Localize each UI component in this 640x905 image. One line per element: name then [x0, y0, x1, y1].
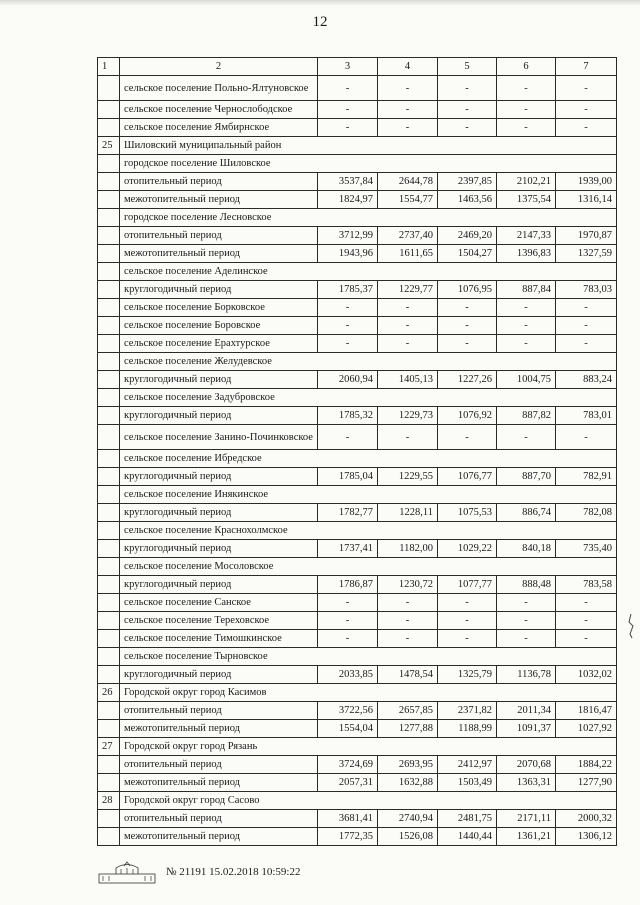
value-cell: - [318, 612, 378, 630]
value-cell: 1782,77 [318, 504, 378, 522]
section-label: сельское поселение Желудевское [120, 353, 617, 371]
row-index [98, 756, 120, 774]
row-label: отопительный период [120, 227, 318, 245]
value-cell: 782,91 [556, 468, 617, 486]
value-cell: 2693,95 [378, 756, 438, 774]
value-cell: - [318, 317, 378, 335]
row-index [98, 648, 120, 666]
value-cell: 735,40 [556, 540, 617, 558]
row-label: сельское поселение Тимошкинское [120, 630, 318, 648]
value-cell: 2371,82 [438, 702, 497, 720]
value-cell: - [497, 630, 556, 648]
row-index [98, 227, 120, 245]
value-cell: 1076,92 [438, 407, 497, 425]
value-cell: - [378, 335, 438, 353]
value-cell: - [318, 630, 378, 648]
row-index [98, 576, 120, 594]
row-index: 25 [98, 137, 120, 155]
value-cell: 1027,92 [556, 720, 617, 738]
value-cell: 2740,94 [378, 810, 438, 828]
value-cell: 3681,41 [318, 810, 378, 828]
table-section-row [98, 684, 617, 702]
row-index [98, 630, 120, 648]
row-label: сельское поселение Чернослободское [120, 101, 318, 119]
table-row [98, 191, 617, 209]
scan-mark-icon [626, 612, 636, 640]
row-label: круглогодичный период [120, 540, 318, 558]
row-index [98, 540, 120, 558]
value-cell: 3722,56 [318, 702, 378, 720]
table-row [98, 468, 617, 486]
section-label: сельское поселение Инякинское [120, 486, 617, 504]
value-cell: - [378, 594, 438, 612]
header-cell: 1 [98, 58, 120, 76]
row-index [98, 191, 120, 209]
section-label: городское поселение Шиловское [120, 155, 617, 173]
row-index [98, 720, 120, 738]
value-cell: - [556, 76, 617, 101]
tariff-table [97, 57, 617, 846]
value-cell: 1077,77 [438, 576, 497, 594]
row-index [98, 612, 120, 630]
row-label: сельское поселение Тереховское [120, 612, 318, 630]
value-cell: 3724,69 [318, 756, 378, 774]
value-cell: - [556, 594, 617, 612]
row-index [98, 594, 120, 612]
value-cell: 1227,26 [438, 371, 497, 389]
section-label: Шиловский муниципальный район [120, 137, 617, 155]
table-row [98, 335, 617, 353]
value-cell: 2171,11 [497, 810, 556, 828]
value-cell: - [497, 299, 556, 317]
value-cell: 783,58 [556, 576, 617, 594]
value-cell: 1478,54 [378, 666, 438, 684]
table-section-row [98, 209, 617, 227]
table-row [98, 666, 617, 684]
value-cell: 1029,22 [438, 540, 497, 558]
value-cell: 1306,12 [556, 828, 617, 846]
value-cell: - [438, 335, 497, 353]
row-label: отопительный период [120, 173, 318, 191]
value-cell: - [438, 317, 497, 335]
value-cell: - [556, 119, 617, 137]
value-cell: - [438, 612, 497, 630]
section-label: Городской округ город Рязань [120, 738, 617, 756]
value-cell: 1076,95 [438, 281, 497, 299]
value-cell: 2011,34 [497, 702, 556, 720]
row-index [98, 371, 120, 389]
table-row [98, 407, 617, 425]
value-cell: 887,82 [497, 407, 556, 425]
row-index [98, 263, 120, 281]
section-label: сельское поселение Мосоловское [120, 558, 617, 576]
header-row [98, 58, 617, 76]
value-cell: 1032,02 [556, 666, 617, 684]
section-label: Городской округ город Касимов [120, 684, 617, 702]
row-index [98, 666, 120, 684]
value-cell: - [438, 119, 497, 137]
row-label: отопительный период [120, 756, 318, 774]
value-cell: 2033,85 [318, 666, 378, 684]
value-cell: 2397,85 [438, 173, 497, 191]
value-cell: 1816,47 [556, 702, 617, 720]
row-label: межотопительный период [120, 720, 318, 738]
row-index [98, 173, 120, 191]
row-index [98, 245, 120, 263]
value-cell: 783,03 [556, 281, 617, 299]
row-index: 26 [98, 684, 120, 702]
value-cell: 2147,33 [497, 227, 556, 245]
row-index [98, 774, 120, 792]
value-cell: 2644,78 [378, 173, 438, 191]
header-cell: 2 [120, 58, 318, 76]
section-label: сельское поселение Ибредское [120, 450, 617, 468]
table-row [98, 810, 617, 828]
value-cell: 1884,22 [556, 756, 617, 774]
value-cell: 2057,31 [318, 774, 378, 792]
value-cell: 1361,21 [497, 828, 556, 846]
value-cell: 1091,37 [497, 720, 556, 738]
table-section-row [98, 155, 617, 173]
value-cell: - [438, 594, 497, 612]
table-section-row [98, 263, 617, 281]
row-index: 27 [98, 738, 120, 756]
row-index [98, 101, 120, 119]
value-cell: - [378, 76, 438, 101]
value-cell: 1632,88 [378, 774, 438, 792]
row-index [98, 407, 120, 425]
row-label: круглогодичный период [120, 576, 318, 594]
value-cell: 1786,87 [318, 576, 378, 594]
table-section-row [98, 486, 617, 504]
row-label: межотопительный период [120, 191, 318, 209]
section-label: Городской округ город Сасово [120, 792, 617, 810]
row-index [98, 389, 120, 407]
table-row [98, 576, 617, 594]
section-label: сельское поселение Краснохолмское [120, 522, 617, 540]
table-row [98, 594, 617, 612]
value-cell: 1316,14 [556, 191, 617, 209]
table-section-row [98, 558, 617, 576]
value-cell: - [556, 299, 617, 317]
row-index [98, 468, 120, 486]
value-cell: 783,01 [556, 407, 617, 425]
row-index [98, 76, 120, 101]
row-label: отопительный период [120, 810, 318, 828]
value-cell: 1327,59 [556, 245, 617, 263]
value-cell: - [438, 299, 497, 317]
value-cell: 1939,00 [556, 173, 617, 191]
header-cell: 4 [378, 58, 438, 76]
value-cell: 1228,11 [378, 504, 438, 522]
value-cell: 3537,84 [318, 173, 378, 191]
value-cell: 1405,13 [378, 371, 438, 389]
value-cell: - [497, 119, 556, 137]
value-cell: 1824,97 [318, 191, 378, 209]
value-cell: - [318, 119, 378, 137]
value-cell: 1004,75 [497, 371, 556, 389]
value-cell: 1277,88 [378, 720, 438, 738]
scan-edge [0, 0, 640, 6]
value-cell: 782,08 [556, 504, 617, 522]
row-label: межотопительный период [120, 245, 318, 263]
header-cell: 6 [497, 58, 556, 76]
value-cell: - [438, 101, 497, 119]
value-cell: - [556, 335, 617, 353]
table-section-row [98, 792, 617, 810]
value-cell: 2481,75 [438, 810, 497, 828]
row-index [98, 702, 120, 720]
row-index [98, 828, 120, 846]
row-label: круглогодичный период [120, 666, 318, 684]
row-label: сельское поселение Занино-Починковское [120, 425, 318, 450]
row-label: межотопительный период [120, 828, 318, 846]
value-cell: 2000,32 [556, 810, 617, 828]
table-row [98, 119, 617, 137]
value-cell: 1463,56 [438, 191, 497, 209]
value-cell: 2469,20 [438, 227, 497, 245]
table-row [98, 317, 617, 335]
row-index [98, 209, 120, 227]
value-cell: 1396,83 [497, 245, 556, 263]
value-cell: 1229,77 [378, 281, 438, 299]
value-cell: 1229,73 [378, 407, 438, 425]
row-label: круглогодичный период [120, 504, 318, 522]
row-index [98, 317, 120, 335]
value-cell: 1136,78 [497, 666, 556, 684]
value-cell: 887,70 [497, 468, 556, 486]
value-cell: 2070,68 [497, 756, 556, 774]
value-cell: 2102,21 [497, 173, 556, 191]
value-cell: - [497, 425, 556, 450]
table-section-row [98, 738, 617, 756]
row-index [98, 155, 120, 173]
table-row [98, 299, 617, 317]
row-label: сельское поселение Ямбирнское [120, 119, 318, 137]
table-row [98, 630, 617, 648]
value-cell: 1785,04 [318, 468, 378, 486]
value-cell: - [438, 630, 497, 648]
value-cell: 1737,41 [318, 540, 378, 558]
value-cell: 883,24 [556, 371, 617, 389]
section-label: сельское поселение Аделинское [120, 263, 617, 281]
value-cell: - [318, 425, 378, 450]
value-cell: 1785,37 [318, 281, 378, 299]
value-cell: - [318, 76, 378, 101]
value-cell: - [378, 299, 438, 317]
value-cell: - [378, 119, 438, 137]
header-cell: 3 [318, 58, 378, 76]
value-cell: 1772,35 [318, 828, 378, 846]
value-cell: 887,84 [497, 281, 556, 299]
table-row [98, 504, 617, 522]
row-index [98, 335, 120, 353]
section-label: сельское поселение Задубровское [120, 389, 617, 407]
page-number: 12 [312, 14, 328, 30]
row-label: круглогодичный период [120, 407, 318, 425]
value-cell: 886,74 [497, 504, 556, 522]
row-label: сельское поселение Санское [120, 594, 318, 612]
value-cell: 1375,54 [497, 191, 556, 209]
value-cell: 1075,53 [438, 504, 497, 522]
value-cell: 1182,00 [378, 540, 438, 558]
row-index [98, 558, 120, 576]
value-cell: 1970,87 [556, 227, 617, 245]
value-cell: - [497, 612, 556, 630]
row-index [98, 281, 120, 299]
row-label: отопительный период [120, 702, 318, 720]
row-index [98, 425, 120, 450]
value-cell: 1785,32 [318, 407, 378, 425]
table-row [98, 720, 617, 738]
table-section-row [98, 137, 617, 155]
value-cell: 1554,04 [318, 720, 378, 738]
row-index [98, 522, 120, 540]
table-row [98, 756, 617, 774]
value-cell: 1943,96 [318, 245, 378, 263]
value-cell: - [497, 101, 556, 119]
value-cell: - [318, 299, 378, 317]
value-cell: - [438, 76, 497, 101]
table-section-row [98, 522, 617, 540]
value-cell: - [438, 425, 497, 450]
table-row [98, 540, 617, 558]
value-cell: - [556, 317, 617, 335]
value-cell: 1363,31 [497, 774, 556, 792]
value-cell: 2412,97 [438, 756, 497, 774]
value-cell: - [497, 335, 556, 353]
value-cell: 3712,99 [318, 227, 378, 245]
table-section-row [98, 389, 617, 407]
section-label: городское поселение Лесновское [120, 209, 617, 227]
value-cell: 888,48 [497, 576, 556, 594]
value-cell: 1503,49 [438, 774, 497, 792]
value-cell: 1229,55 [378, 468, 438, 486]
value-cell: 2737,40 [378, 227, 438, 245]
row-index [98, 119, 120, 137]
row-index [98, 299, 120, 317]
value-cell: - [378, 612, 438, 630]
value-cell: 1188,99 [438, 720, 497, 738]
value-cell: - [378, 317, 438, 335]
table-row [98, 425, 617, 450]
value-cell: - [497, 76, 556, 101]
table-row [98, 101, 617, 119]
table-row [98, 245, 617, 263]
document-stamp: № 21191 15.02.2018 10:59:22 [166, 866, 301, 878]
header-cell: 7 [556, 58, 617, 76]
row-index [98, 353, 120, 371]
table-row [98, 281, 617, 299]
row-label: сельское поселение Боровское [120, 317, 318, 335]
value-cell: 2657,85 [378, 702, 438, 720]
value-cell: 1277,90 [556, 774, 617, 792]
header-cell: 5 [438, 58, 497, 76]
value-cell: 1230,72 [378, 576, 438, 594]
value-cell: - [556, 630, 617, 648]
value-cell: - [318, 101, 378, 119]
table-section-row [98, 648, 617, 666]
row-index [98, 450, 120, 468]
value-cell: 2060,94 [318, 371, 378, 389]
value-cell: - [497, 594, 556, 612]
value-cell: 1526,08 [378, 828, 438, 846]
table-section-row [98, 353, 617, 371]
row-label: круглогодичный период [120, 468, 318, 486]
value-cell: 840,18 [497, 540, 556, 558]
table-row [98, 702, 617, 720]
section-label: сельское поселение Тырновское [120, 648, 617, 666]
value-cell: - [556, 101, 617, 119]
table-section-row [98, 450, 617, 468]
table-row [98, 76, 617, 101]
document-footer [98, 860, 300, 884]
row-index [98, 486, 120, 504]
row-label: межотопительный период [120, 774, 318, 792]
table-row [98, 227, 617, 245]
value-cell: - [378, 425, 438, 450]
row-label: круглогодичный период [120, 371, 318, 389]
value-cell: - [556, 612, 617, 630]
row-index [98, 504, 120, 522]
table-row [98, 173, 617, 191]
value-cell: 1440,44 [438, 828, 497, 846]
registry-seal-icon [98, 860, 156, 884]
value-cell: - [378, 101, 438, 119]
table-row [98, 774, 617, 792]
table-row [98, 612, 617, 630]
table-row [98, 828, 617, 846]
value-cell: - [318, 594, 378, 612]
value-cell: 1325,79 [438, 666, 497, 684]
row-label: сельское поселение Ерахтурское [120, 335, 318, 353]
row-index: 28 [98, 792, 120, 810]
value-cell: - [318, 335, 378, 353]
value-cell: 1611,65 [378, 245, 438, 263]
table-row [98, 371, 617, 389]
row-label: сельское поселение Польно-Ялтуновское [120, 76, 318, 101]
row-index [98, 810, 120, 828]
row-label: сельское поселение Борковское [120, 299, 318, 317]
value-cell: 1504,27 [438, 245, 497, 263]
value-cell: - [378, 630, 438, 648]
value-cell: - [497, 317, 556, 335]
value-cell: 1076,77 [438, 468, 497, 486]
row-label: круглогодичный период [120, 281, 318, 299]
value-cell: - [556, 425, 617, 450]
value-cell: 1554,77 [378, 191, 438, 209]
